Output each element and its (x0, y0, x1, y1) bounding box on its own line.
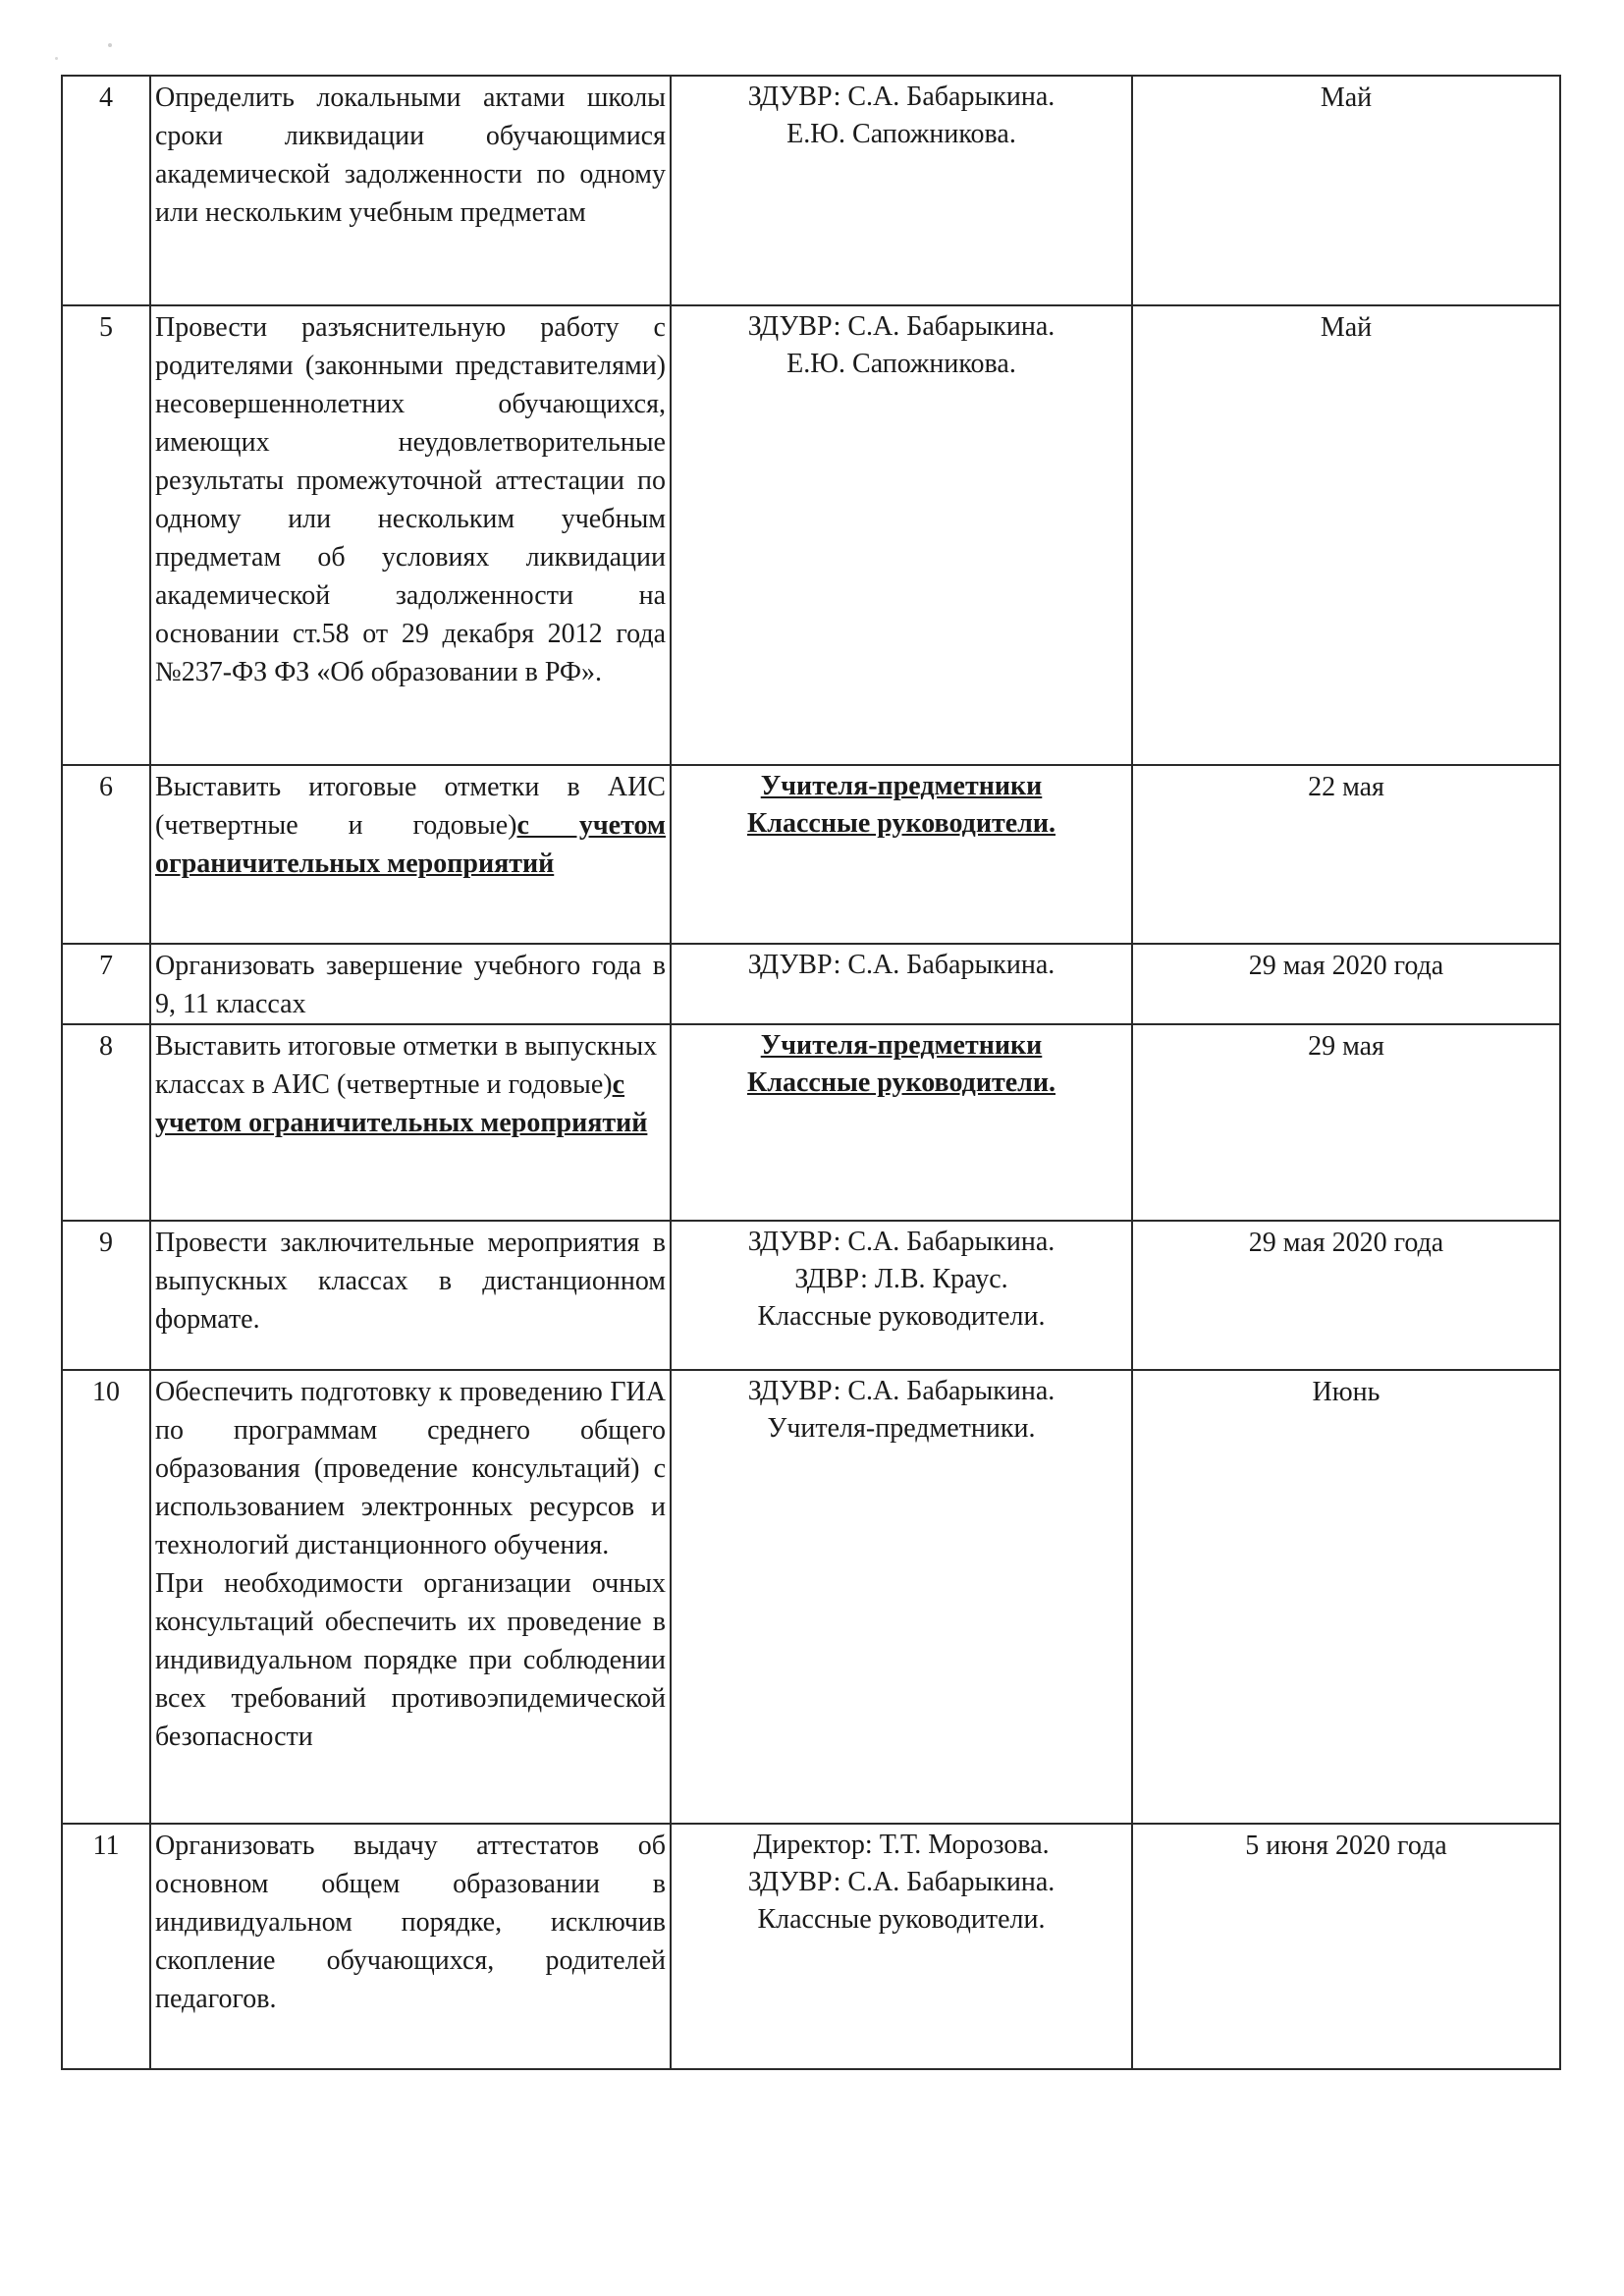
row-number: 8 (62, 1024, 150, 1221)
responsible-line: ЗДУВР: С.А. Бабарыкина. (747, 1867, 1056, 1897)
scan-speck (108, 43, 112, 47)
task-text: Провести заключительные мероприятия в выпускных классах в дистанционном формате. (155, 1228, 666, 1335)
responsible-line: Учителя-предметники. (767, 1413, 1036, 1444)
responsible-cell (671, 76, 1132, 305)
task-text: Определить локальными актами школы сроки ликвидации обучающимися академической задолженности по одному или нескольким учебным предметам (155, 82, 666, 228)
responsible-line: ЗДУВР: С.А. Бабарыкина. (747, 311, 1056, 342)
responsible-cell (671, 305, 1132, 765)
task-text: При необходимости организации очных консультаций обеспечить их проведение в индивидуальном порядке при соблюдении всех требований противоэпидемической безопасности (155, 1568, 666, 1752)
responsible-line: Классные руководители. (757, 1904, 1046, 1935)
deadline-cell: 29 мая (1132, 1024, 1560, 1221)
table-row (62, 1024, 1560, 1221)
row-number: 10 (62, 1370, 150, 1824)
responsible-line: Е.Ю. Сапожникова. (786, 119, 1016, 149)
responsible-line: ЗДУВР: С.А. Бабарыкина. (747, 82, 1056, 112)
task-text (155, 1027, 666, 1142)
deadline-cell: 5 июня 2020 года (1132, 1824, 1560, 2069)
row-number: 11 (62, 1824, 150, 2069)
responsible-cell (671, 1221, 1132, 1370)
row-number: 9 (62, 1221, 150, 1370)
deadline-cell: Май (1132, 305, 1560, 765)
task-text-emphasis: с учетом ограничительных мероприятий (155, 810, 666, 879)
task-cell (150, 944, 671, 1024)
responsible-cell (671, 765, 1132, 944)
responsible-line: Е.Ю. Сапожникова. (786, 349, 1016, 379)
task-cell (150, 76, 671, 305)
deadline-cell: 29 мая 2020 года (1132, 944, 1560, 1024)
row-number: 7 (62, 944, 150, 1024)
task-text-emphasis: с учетом ограничительных мероприятий (155, 1069, 648, 1138)
task-cell (150, 1370, 671, 1824)
row-number: 5 (62, 305, 150, 765)
table-row (62, 1370, 1560, 1824)
deadline-cell: Май (1132, 76, 1560, 305)
responsible-line: Классные руководители. (746, 1067, 1056, 1098)
responsible-line: ЗДУВР: С.А. Бабарыкина. (747, 950, 1056, 980)
table-row (62, 76, 1560, 305)
responsible-line: Директор: Т.Т. Морозова. (753, 1830, 1050, 1860)
responsible-line: ЗДВР: Л.В. Краус. (794, 1264, 1008, 1294)
responsible-line: ЗДУВР: С.А. Бабарыкина. (747, 1227, 1056, 1257)
task-text-plain: Выставить итоговые отметки в АИС (четвертные и годовые) (155, 772, 666, 841)
task-text: Организовать завершение учебного года в 9, 11 классах (155, 951, 666, 1019)
responsible-line: Классные руководители. (746, 808, 1056, 839)
task-cell (150, 765, 671, 944)
scan-speck (55, 57, 58, 60)
task-cell (150, 1824, 671, 2069)
table-row (62, 1221, 1560, 1370)
action-plan-table (61, 75, 1561, 2070)
table-row (62, 1824, 1560, 2069)
responsible-line: Классные руководители. (757, 1301, 1046, 1332)
responsible-cell (671, 1024, 1132, 1221)
task-text: Провести разъяснительную работу с родителями (законными представителями) несовершеннолетних обучающихся, имеющих неудовлетворительные результаты промежуточной аттестации по одному или нескольким учебным предметам об условиях ликвидации академической задолженности на основании ст.58 от 29 декабря 2012 года №237-ФЗ ФЗ «Об образовании в РФ». (155, 312, 666, 687)
responsible-line: Учителя-предметники (760, 1030, 1043, 1061)
row-number: 4 (62, 76, 150, 305)
responsible-line: ЗДУВР: С.А. Бабарыкина. (747, 1376, 1056, 1406)
table-row (62, 305, 1560, 765)
task-text: Обеспечить подготовку к проведению ГИА по программам среднего общего образования (проведение консультаций) с использованием электронных ресурсов и технологий дистанционного обучения. (155, 1377, 666, 1560)
responsible-cell (671, 1824, 1132, 2069)
deadline-cell: 22 мая (1132, 765, 1560, 944)
task-cell (150, 1024, 671, 1221)
row-number: 6 (62, 765, 150, 944)
responsible-line: Учителя-предметники (760, 771, 1043, 801)
responsible-cell (671, 1370, 1132, 1824)
task-text-plain: Выставить итоговые отметки в выпускных классах в АИС (четвертные и годовые) (155, 1031, 658, 1100)
responsible-cell (671, 944, 1132, 1024)
table-row (62, 944, 1560, 1024)
task-text: Организовать выдачу аттестатов об основном общем образовании в индивидуальном порядке, исключив скопление обучающихся, родителей педагогов. (155, 1831, 666, 2014)
task-text (155, 768, 666, 883)
task-cell (150, 1221, 671, 1370)
task-cell (150, 305, 671, 765)
deadline-cell: Июнь (1132, 1370, 1560, 1824)
deadline-cell: 29 мая 2020 года (1132, 1221, 1560, 1370)
table-row (62, 765, 1560, 944)
